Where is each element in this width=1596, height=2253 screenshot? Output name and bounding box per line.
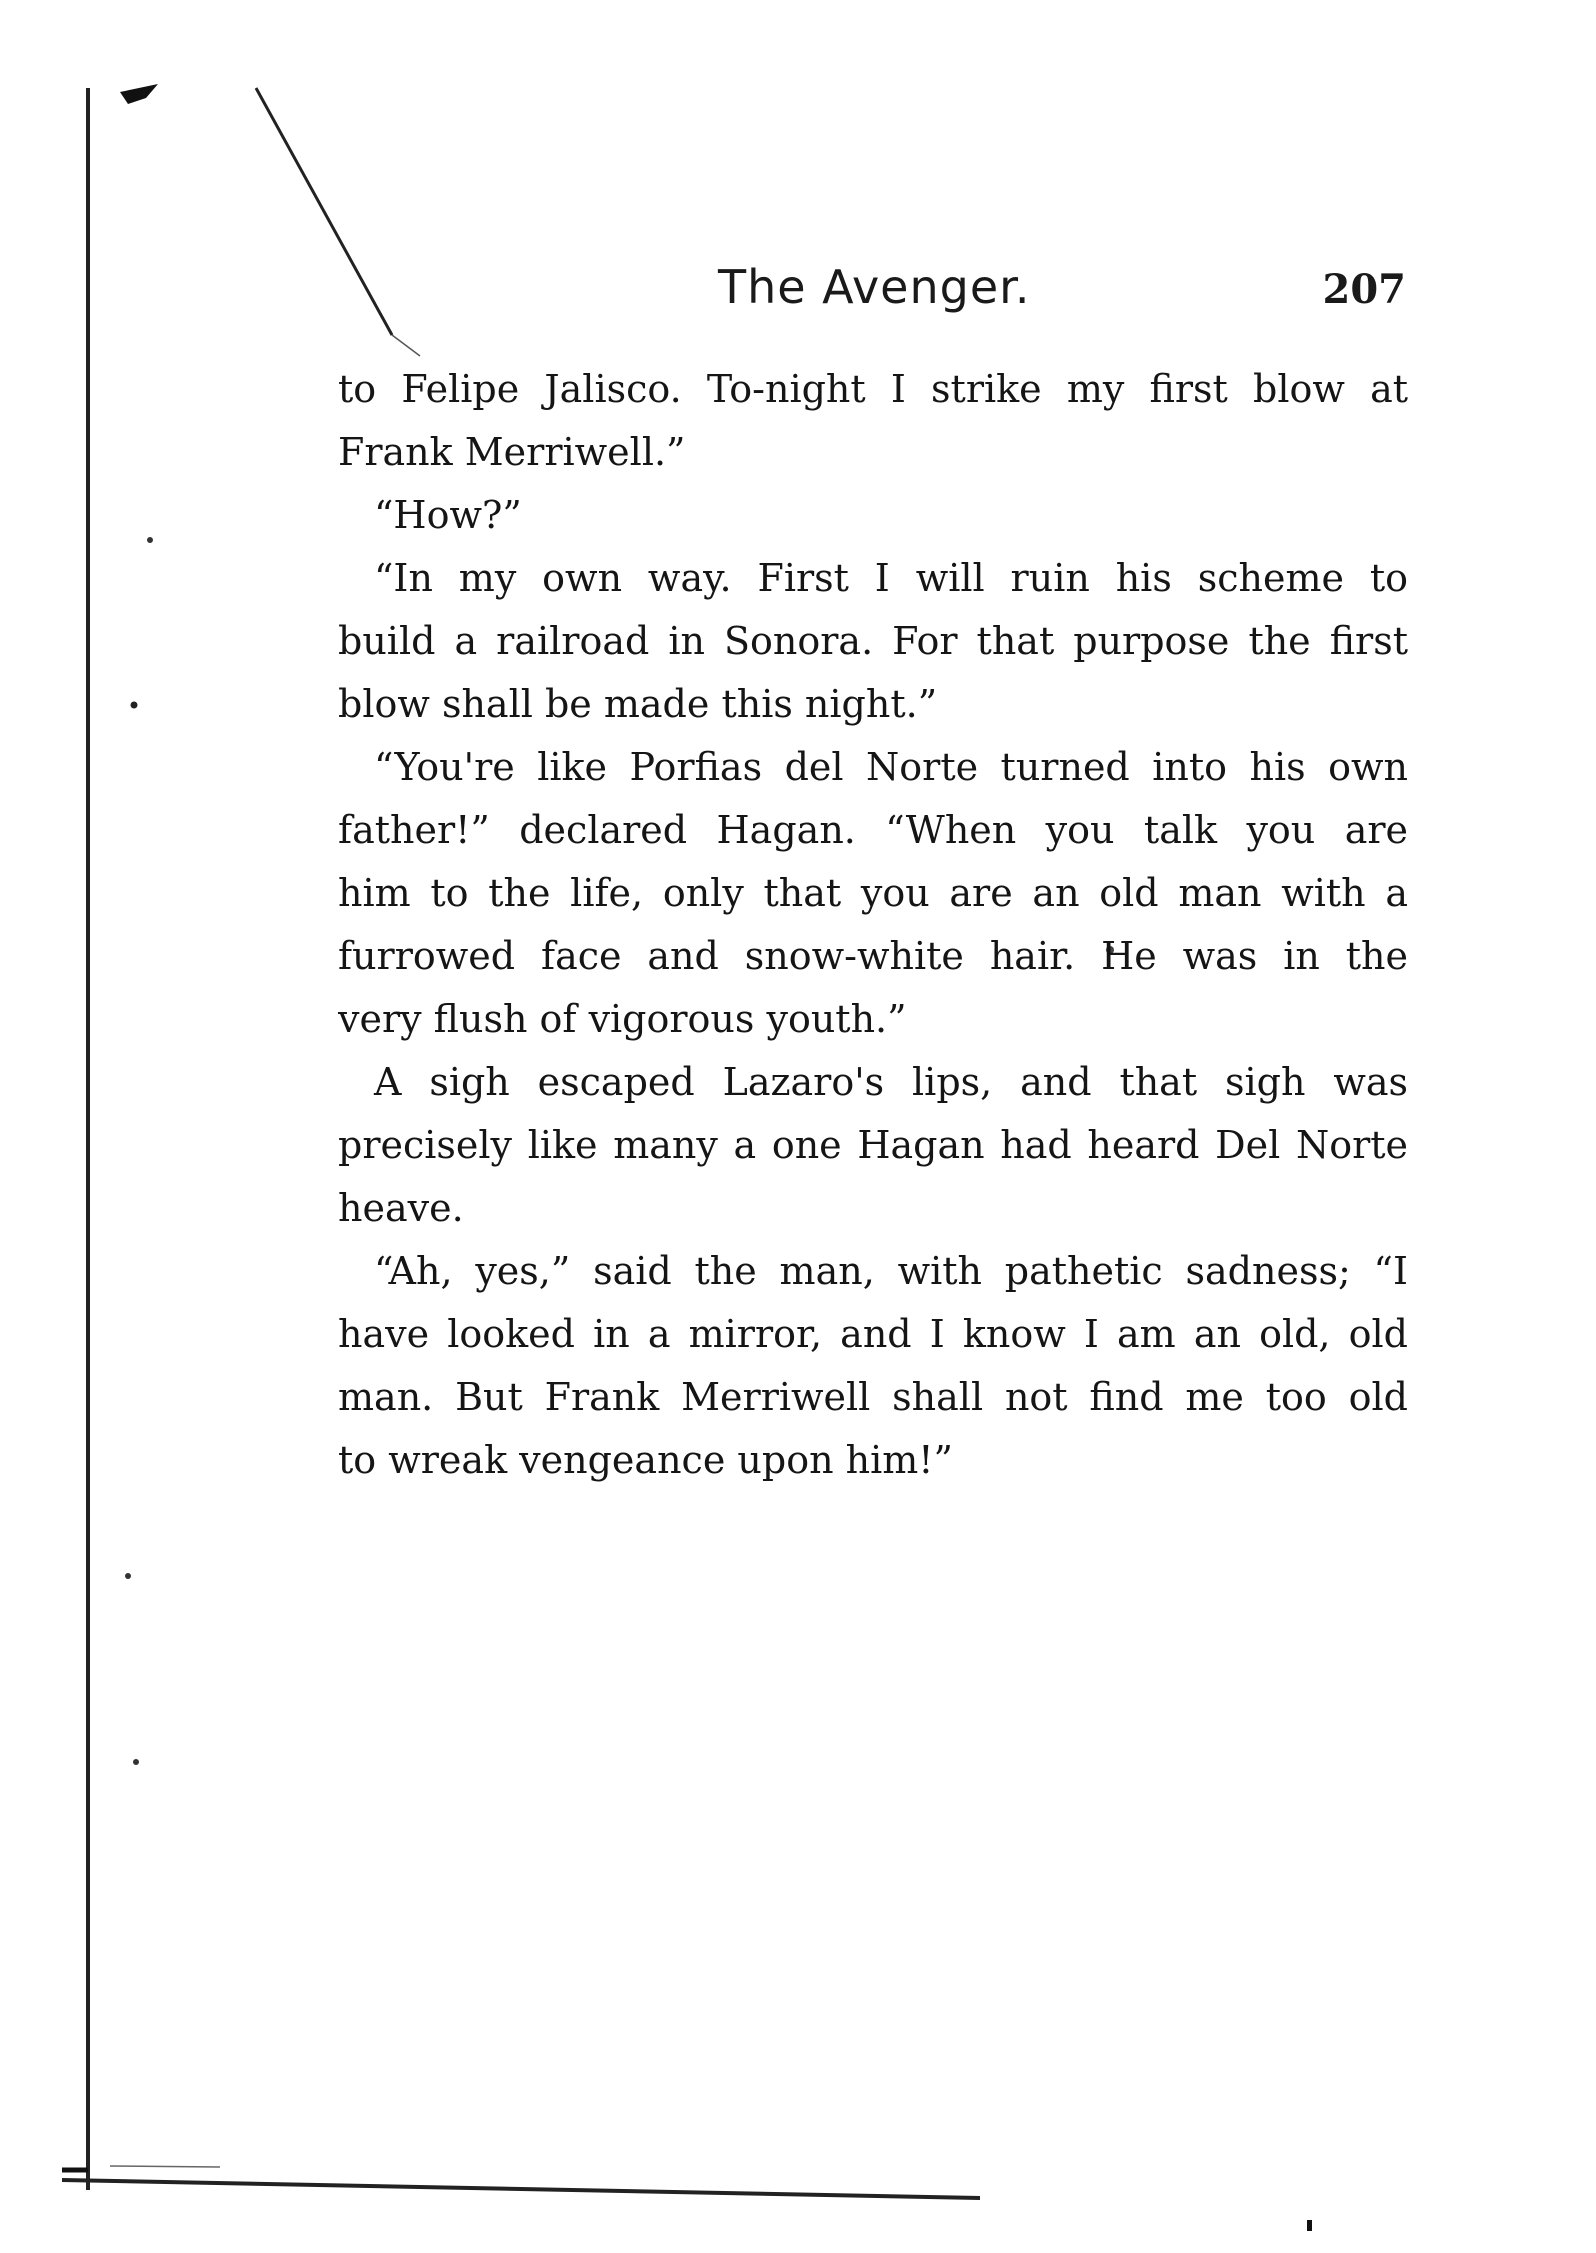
text-line: “In my own way. First I will ruin his scheme to (374, 556, 1408, 600)
text-line: “Ah, yes,” said the man, with pathetic sadness; “I (374, 1249, 1408, 1293)
page-number: 207 (1322, 266, 1406, 313)
text-line: “You're like Porfias del Norte turned into his own (374, 745, 1408, 789)
text-line: Frank Merriwell.” (338, 430, 686, 474)
text-line: him to the life, only that you are an old man with a (338, 871, 1408, 915)
text-line: very flush of vigorous youth.” (338, 997, 907, 1041)
text-line: father!” declared Hagan. “When you talk you are (338, 808, 1408, 852)
text-line: heave. (338, 1186, 464, 1230)
text-line: blow shall be made this night.” (338, 682, 938, 726)
text-line: build a railroad in Sonora. For that purpose the first (338, 619, 1408, 663)
running-title: The Avenger. (718, 260, 1031, 314)
text-line: “How?” (374, 493, 522, 537)
text-line: furrowed face and snow-white hair. He was in the (338, 934, 1408, 978)
text-line: to wreak vengeance upon him!” (338, 1438, 953, 1482)
text-line: precisely like many a one Hagan had heard Del Norte (338, 1123, 1408, 1167)
body-text (338, 358, 1408, 1492)
text-line: A sigh escaped Lazaro's lips, and that sigh was (374, 1060, 1408, 1104)
running-head (338, 252, 1420, 324)
text-line: have looked in a mirror, and I know I am an old, old (338, 1312, 1408, 1356)
text-line: man. But Frank Merriwell shall not find me too old (338, 1375, 1408, 1419)
text-line: to Felipe Jalisco. To-night I strike my first blow at (338, 367, 1408, 411)
